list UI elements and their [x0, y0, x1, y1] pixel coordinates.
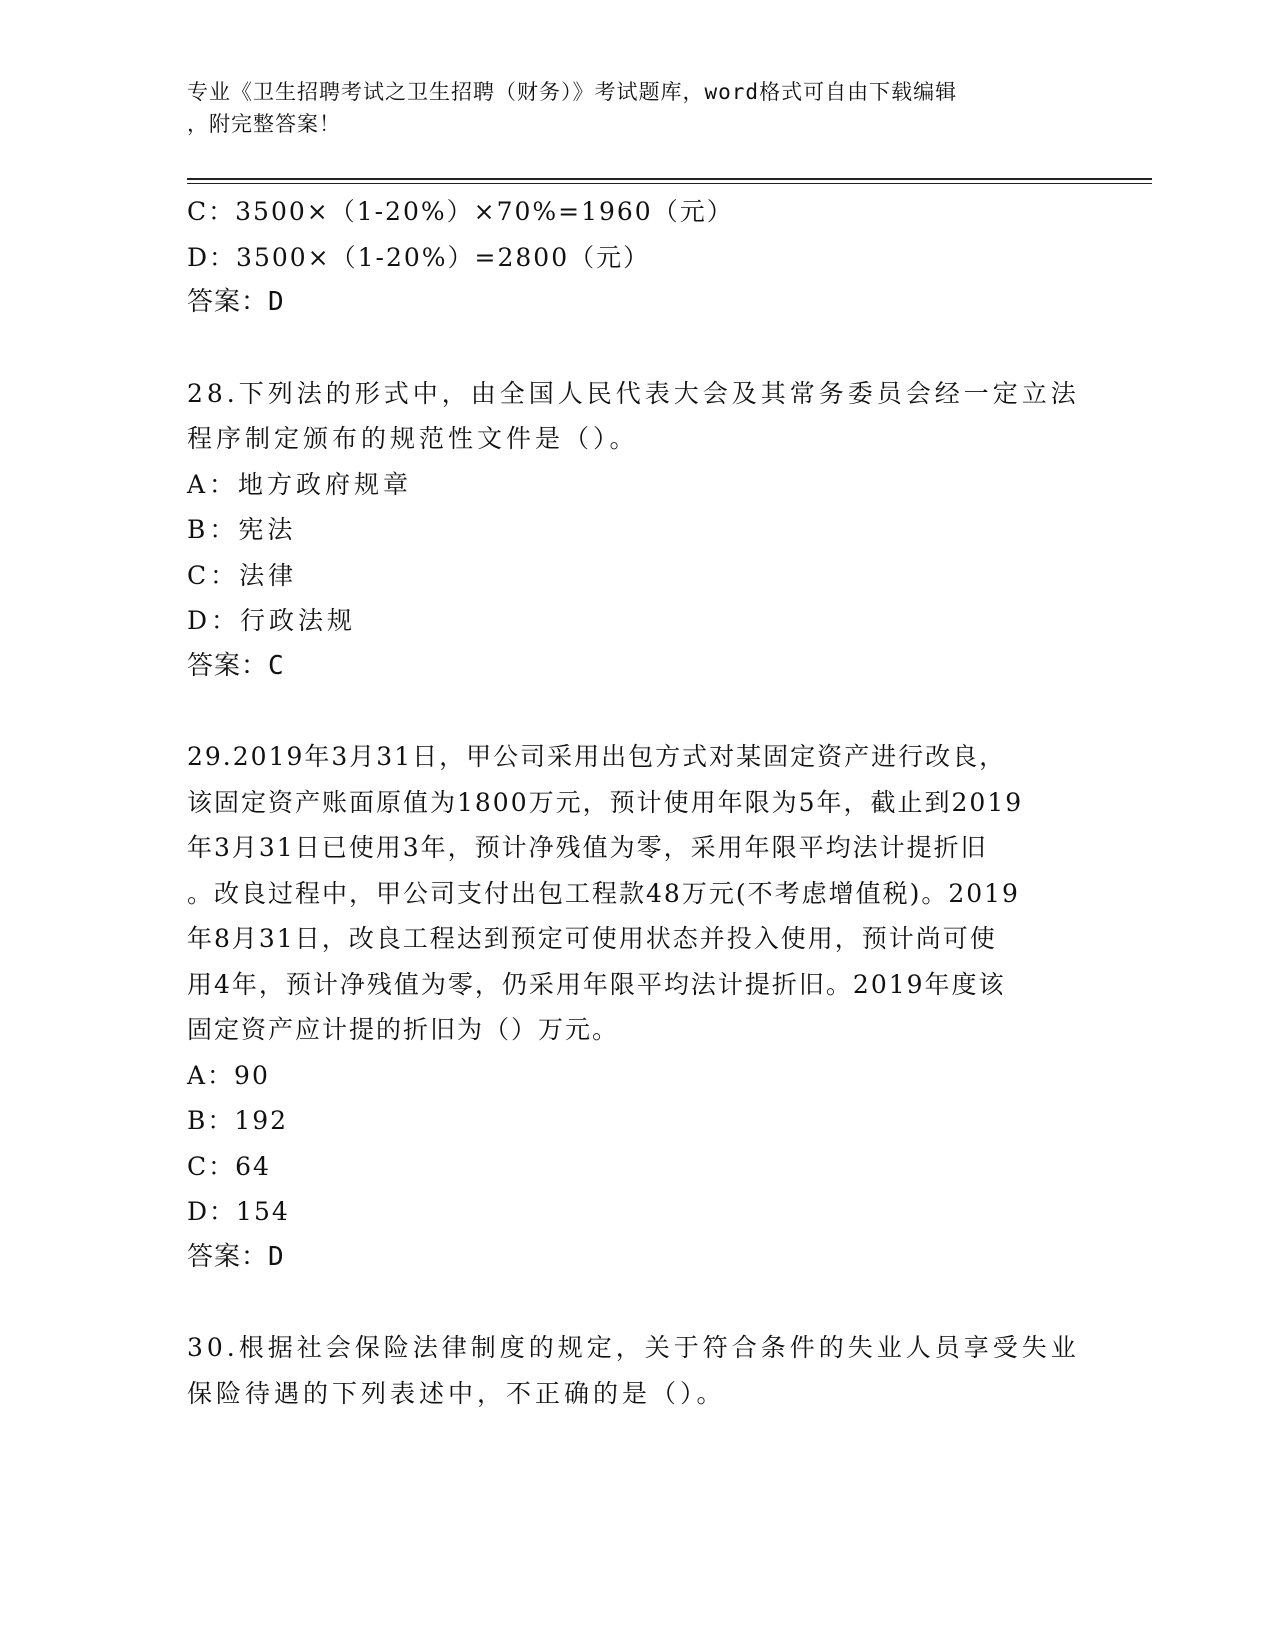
option-c: C：3500×（1-20%）×70%=1960（元）	[187, 197, 734, 226]
answer-line: 答案：C	[187, 650, 285, 681]
option-a: A：地方政府规章	[187, 469, 413, 499]
option-a: A：90	[187, 1060, 270, 1090]
header-divider-thin	[187, 183, 1152, 184]
question-28	[187, 371, 1087, 690]
answer-line: 答案：D	[187, 1241, 285, 1272]
header-line-2: ，附完整答案！	[187, 112, 341, 136]
question-text-line: 年3月31日已使用3年，预计净残值为零，采用年限平均法计提折旧	[187, 833, 988, 862]
option-c: C：法律	[187, 560, 298, 590]
option-d: D：行政法规	[187, 606, 357, 635]
option-b: B：宪法	[187, 515, 297, 544]
question-text-line: 用4年，预计净残值为零，仍采用年限平均法计提折旧。2019年度该	[187, 969, 1006, 999]
question-text-line: 程序制定颁布的规范性文件是（）。	[187, 424, 639, 453]
header-divider-thick	[187, 178, 1152, 180]
spacer	[187, 326, 1087, 371]
option-d: D：154	[187, 1197, 290, 1226]
document-body	[187, 189, 1087, 1416]
spacer	[187, 689, 1087, 734]
question-text-line: 年8月31日，改良工程达到预定可使用状态并投入使用，预计尚可使	[187, 924, 997, 953]
option-d: D：3500×（1-20%）=2800（元）	[187, 242, 651, 272]
question-text-line: 该固定资产账面原值为1800万元，预计使用年限为5年，截止到2019	[187, 787, 1024, 817]
question-30	[187, 1325, 1087, 1416]
question-text-line: 28.下列法的形式中，由全国人民代表大会及其常务委员会经一定立法	[187, 378, 1080, 408]
question-27-tail	[187, 189, 1087, 326]
question-text-line: 固定资产应计提的折旧为（）万元。	[187, 1015, 620, 1044]
answer-line: 答案：D	[187, 287, 285, 317]
question-text-line: 30.根据社会保险法律制度的规定，关于符合条件的失业人员享受失业	[187, 1333, 1080, 1362]
spacer	[187, 1280, 1087, 1325]
page-header	[187, 76, 1067, 140]
question-text-line: 29.2019年3月31日，甲公司采用出包方式对某固定资产进行改良，	[187, 742, 1007, 771]
question-text-line: 。改良过程中，甲公司支付出包工程款48万元(不考虑增值税)。2019	[187, 878, 1020, 908]
option-c: C：64	[187, 1151, 271, 1181]
header-line-1: 专业《卫生招聘考试之卫生招聘（财务）》考试题库，word格式可自由下载编辑	[187, 80, 958, 104]
option-b: B：192	[187, 1106, 289, 1135]
question-text-line: 保险待遇的下列表述中，不正确的是（）。	[187, 1378, 726, 1408]
question-29	[187, 734, 1087, 1280]
